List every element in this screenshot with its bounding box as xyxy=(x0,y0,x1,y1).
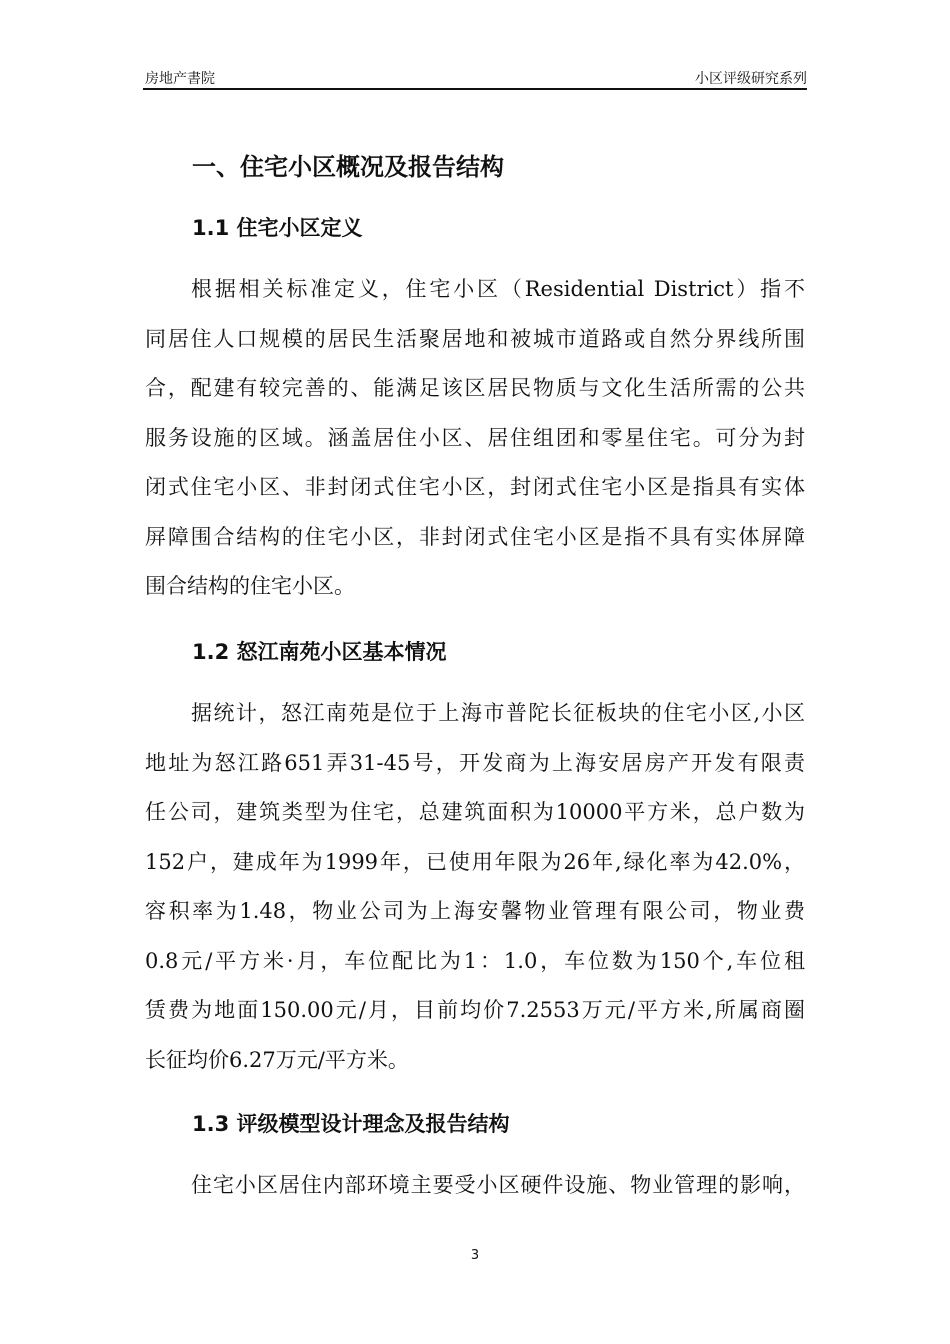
subsection-title-1-1: 1.1 住宅小区定义 xyxy=(192,216,363,240)
paragraph-definition xyxy=(145,274,805,621)
header-rule xyxy=(143,88,807,90)
text-line: 地址为怒江路651弄31-45号，开发商为上海安居房产开发有限责 xyxy=(145,750,805,775)
text-line: 根据相关标准定义，住宅小区（Residential District）指不 xyxy=(191,277,805,301)
header-right: 小区评级研究系列 xyxy=(695,71,807,87)
page-number: 3 xyxy=(470,1248,480,1263)
text-line: 合，配建有较完善的、能满足该区居民物质与文化生活所需的公共 xyxy=(145,376,805,400)
section-title: 一、住宅小区概况及报告结构 xyxy=(192,153,504,181)
text-line: 据统计，怒江南苑是位于上海市普陀长征板块的住宅小区,小区 xyxy=(191,701,805,725)
paragraph-basic-info xyxy=(145,698,805,1094)
text-line: 0.8元/平方米·月，车位配比为1：1.0，车位数为150个,车位租 xyxy=(145,948,805,973)
header-left: 房地产書院 xyxy=(145,71,215,87)
text-line: 住宅小区居住内部环境主要受小区硬件设施、物业管理的影响， xyxy=(191,1173,805,1197)
paragraph-model-design xyxy=(145,1170,805,1220)
text-line: 任公司，建筑类型为住宅，总建筑面积为10000平方米，总户数为 xyxy=(145,800,805,824)
text-line: 围合结构的住宅小区。 xyxy=(145,574,355,598)
text-line: 闭式住宅小区、非封闭式住宅小区，封闭式住宅小区是指具有实体 xyxy=(145,475,805,499)
text-line: 赁费为地面150.00元/月，目前均价7.2553万元/平方米,所属商圈 xyxy=(145,998,805,1022)
text-line: 服务设施的区域。涵盖居住小区、居住组团和零星住宅。可分为封 xyxy=(145,425,805,450)
text-line: 容积率为1.48，物业公司为上海安馨物业管理有限公司，物业费 xyxy=(145,899,805,923)
text-line: 152户，建成年为1999年，已使用年限为26年,绿化率为42.0%， xyxy=(145,849,805,874)
subsection-title-1-2: 1.2 怒江南苑小区基本情况 xyxy=(192,640,447,664)
text-line: 屏障围合结构的住宅小区，非封闭式住宅小区是指不具有实体屏障 xyxy=(145,524,805,549)
subsection-title-1-3: 1.3 评级模型设计理念及报告结构 xyxy=(192,1112,510,1136)
text-line: 长征均价6.27万元/平方米。 xyxy=(145,1047,409,1072)
text-line: 同居住人口规模的居民生活聚居地和被城市道路或自然分界线所围 xyxy=(145,326,805,351)
